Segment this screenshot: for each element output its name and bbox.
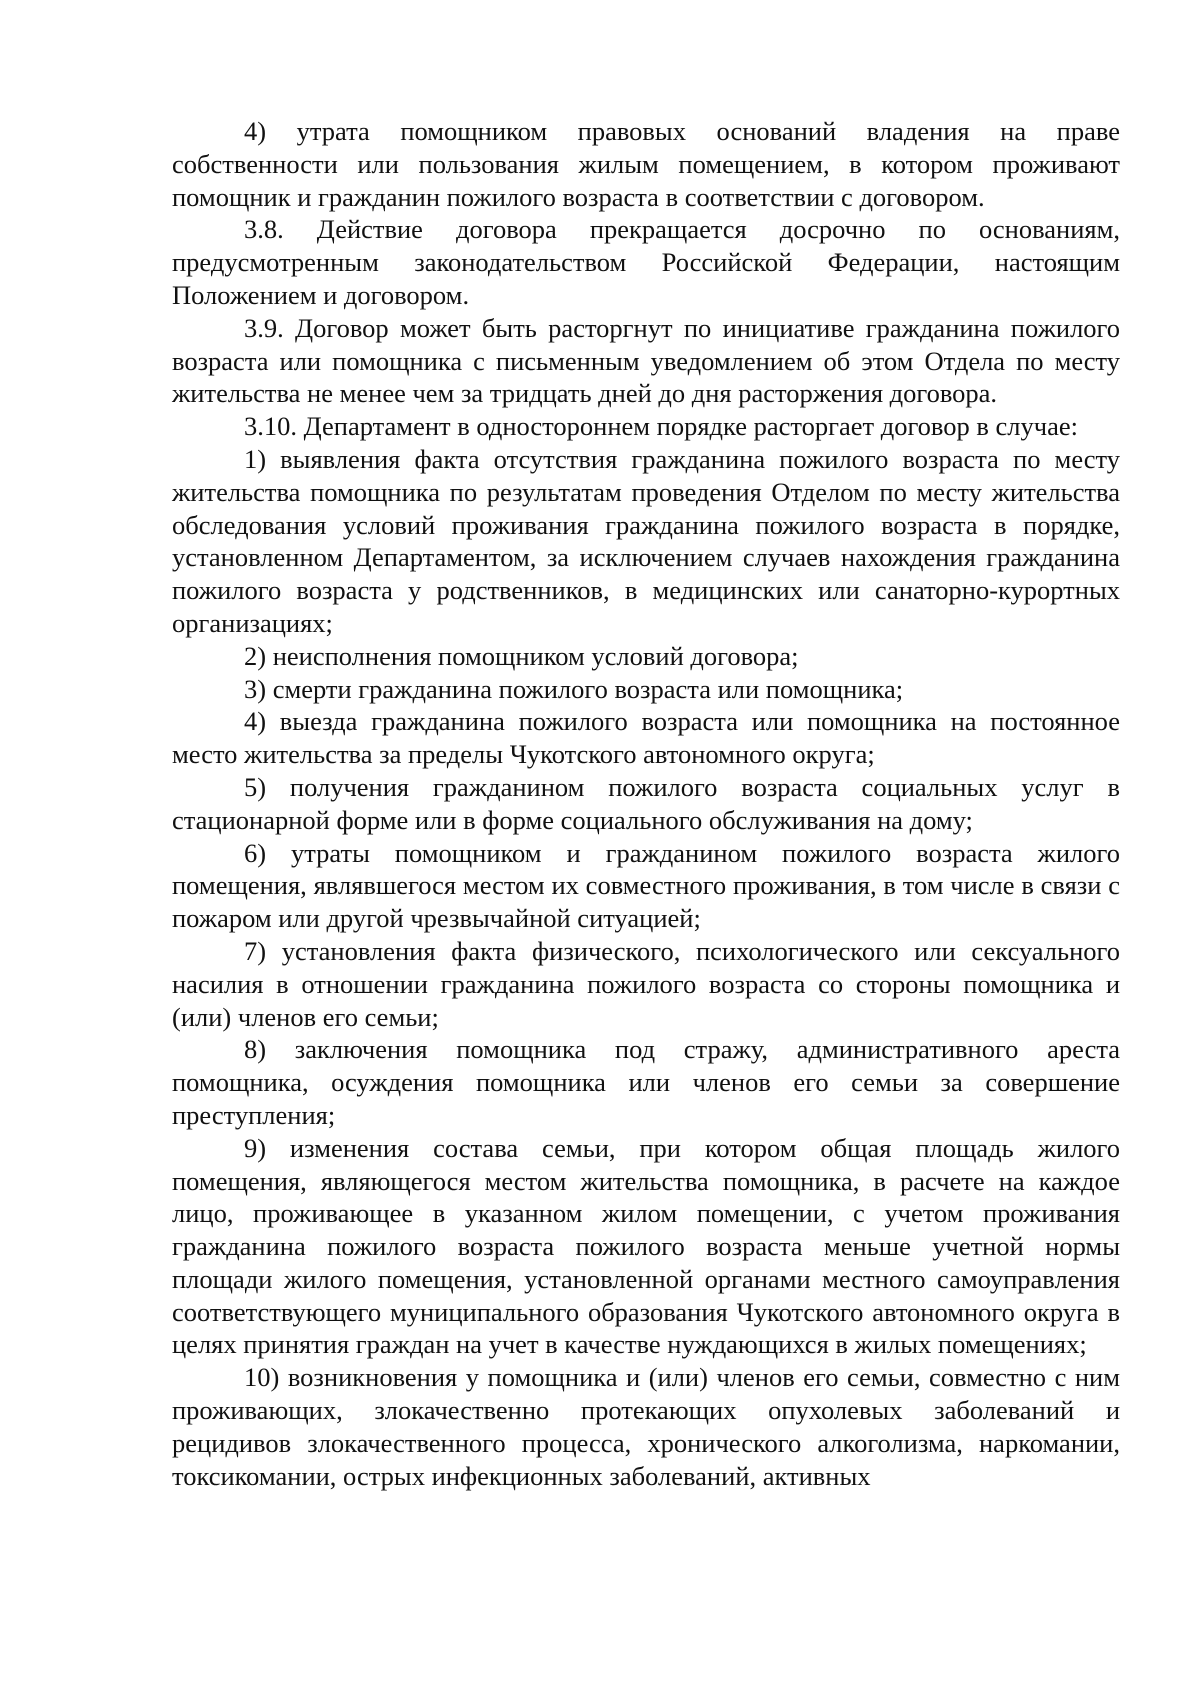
list-item-1: 1) выявления факта отсутствия гражданина пожилого возраста по месту жительства помощника по результатам проведения Отделом по месту жительства обследования условий проживания гражданина пожилого возраста в порядке, установленном Департаментом, за исключением случаев нахождения гражданина пожилого возраста у родственников, в медицинских или санаторно-курортных организациях;: [172, 443, 1120, 638]
list-item-8: 8) заключения помощника под стражу, административного ареста помощника, осуждения помощника или членов его семьи за совершение преступления;: [172, 1034, 1120, 1130]
paragraph-3-9: 3.9. Договор может быть расторгнут по инициативе гражданина пожилого возраста или помощника с письменным уведомлением об этом Отдела по месту жительства не менее чем за тридцать дней до дня расторжения договора.: [172, 312, 1120, 409]
paragraph-3-10: 3.10. Департамент в одностороннем порядке расторгает договор в случае:: [244, 411, 1078, 442]
list-item-7: 7) установления факта физического, психологического или сексуального насилия в отношении гражданина пожилого возраста со стороны помощника и (или) членов его семьи;: [172, 935, 1120, 1032]
list-item-5: 5) получения гражданином пожилого возраста социальных услуг в стационарной форме или в форме социального обслуживания на дому;: [172, 771, 1120, 835]
list-item-3: 3) смерти гражданина пожилого возраста или помощника;: [244, 673, 904, 704]
paragraph-3-8: 3.8. Действие договора прекращается досрочно по основаниям, предусмотренным законодательством Российской Федерации, настоящим Положением и договором.: [172, 214, 1120, 310]
document-page: [172, 115, 1120, 1492]
list-item-6: 6) утраты помощником и гражданином пожилого возраста жилого помещения, являвшегося местом их совместного проживания, в том числе в связи с пожаром или другой чрезвычайной ситуацией;: [172, 837, 1120, 934]
list-item-4: 4) выезда гражданина пожилого возраста или помощника на постоянное место жительства за пределы Чукотского автономного округа;: [172, 706, 1120, 770]
list-item-9: 9) изменения состава семьи, при котором общая площадь жилого помещения, являющегося местом жительства помощника, в расчете на каждое лицо, проживающее в указанном жилом помещении, с учетом проживания гражданина пожилого возраста пожилого возраста меньше учетной нормы площади жилого помещения, установленной органами местного самоуправления соответствующего муниципального образования Чукотского автономного округа в целях принятия граждан на учет в качестве нуждающихся в жилых помещениях;: [172, 1132, 1120, 1360]
paragraph-item-4-loss-of-housing: 4) утрата помощником правовых оснований владения на праве собственности или пользования жилым помещением, в котором проживают помощник и гражданин пожилого возраста в соответствии с договором.: [172, 116, 1120, 212]
list-item-10: 10) возникновения у помощника и (или) членов его семьи, совместно с ним проживающих, злокачественно протекающих опухолевых заболеваний и рецидивов злокачественного процесса, хронического алкоголизма, наркомании, токсикомании, острых инфекционных заболеваний, активных: [172, 1362, 1120, 1491]
list-item-2: 2) неисполнения помощником условий договора;: [244, 640, 799, 671]
